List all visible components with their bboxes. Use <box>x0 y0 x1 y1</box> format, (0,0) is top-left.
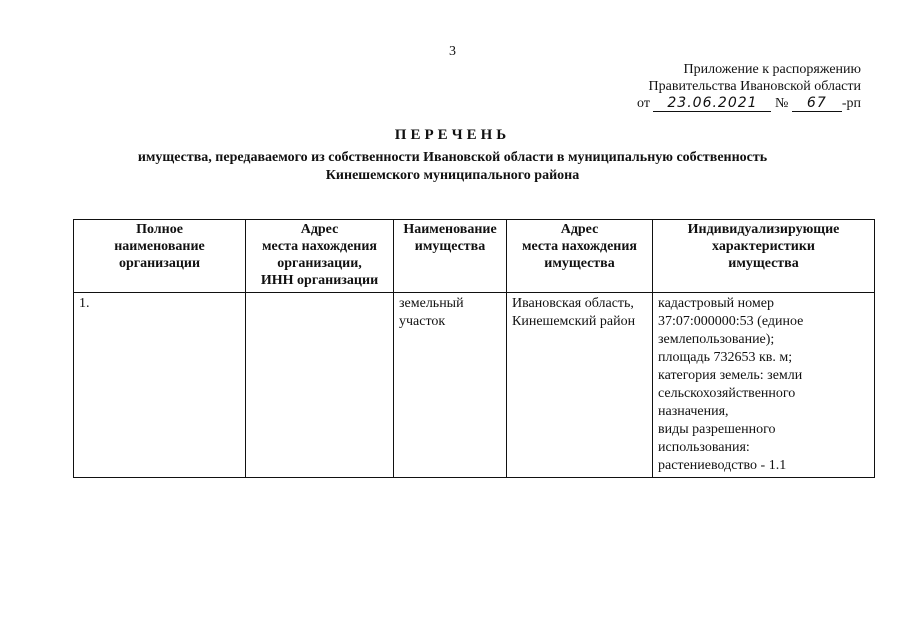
header-org-name <box>74 220 246 293</box>
header-characteristics <box>653 220 875 293</box>
table-row <box>74 293 875 478</box>
handwritten-date: 23.06.2021 <box>653 96 771 112</box>
order-line <box>611 95 861 112</box>
cell-org-name <box>74 293 246 478</box>
cell-text: 37:07:000000:53 (единое <box>658 314 804 329</box>
number-suffix: -рп <box>841 96 861 111</box>
page-number: 3 <box>449 44 456 59</box>
header-text: Адрес <box>560 222 599 237</box>
header-property-address <box>507 220 653 293</box>
cell-text: землепользование); <box>658 332 775 347</box>
cell-text: Ивановская область, <box>512 296 634 311</box>
header-text: ИНН организации <box>260 273 379 288</box>
cell-characteristics <box>653 293 875 478</box>
handwritten-number: 67 <box>792 96 842 112</box>
number-prefix: № <box>774 96 789 111</box>
cell-org-address <box>246 293 394 478</box>
header-text: организации <box>118 256 201 271</box>
cell-text: использования: <box>658 440 750 455</box>
subtitle-line-2: Кинешемского муниципального района <box>325 168 580 183</box>
header-text: имущества <box>544 256 615 271</box>
header-text: Индивидуализирующие <box>687 222 840 237</box>
header-text: Адрес <box>300 222 339 237</box>
header-text: Наименование <box>403 222 497 237</box>
header-text: характеристики <box>712 239 815 254</box>
cell-property-address <box>507 293 653 478</box>
cell-text: участок <box>399 314 446 329</box>
cell-property-name <box>394 293 507 478</box>
cell-text: категория земель: земли <box>658 368 803 383</box>
table-header-row <box>74 220 875 293</box>
attachment-line-1: Приложение к распоряжению <box>683 62 861 77</box>
attachment-line-2: Правительства Ивановской области <box>648 79 861 94</box>
cell-text: растениеводство - 1.1 <box>658 458 787 473</box>
header-text: места нахождения <box>261 239 378 254</box>
header-text: места нахождения <box>521 239 638 254</box>
date-prefix: от <box>637 96 650 111</box>
cell-text: Кинешемский район <box>512 314 636 329</box>
cell-text: виды разрешенного <box>658 422 776 437</box>
cell-text: земельный <box>399 296 464 311</box>
cell-text: кадастровый номер <box>658 296 774 311</box>
header-text: имущества <box>728 256 799 271</box>
document-title: ПЕРЕЧЕНЬ <box>394 127 511 143</box>
header-org-address <box>246 220 394 293</box>
header-text: наименование <box>114 239 205 254</box>
property-table <box>73 219 875 478</box>
header-text: организации, <box>277 256 362 271</box>
header-text: имущества <box>414 239 486 254</box>
cell-text: сельскохозяйственного <box>658 386 796 401</box>
header-text: Полное <box>136 222 183 237</box>
cell-text: площадь 732653 кв. м; <box>658 350 793 365</box>
document-subtitle <box>0 149 905 185</box>
header-property-name <box>394 220 507 293</box>
row-number: 1. <box>79 296 90 311</box>
cell-text: назначения, <box>658 404 729 419</box>
attachment-header <box>611 61 861 112</box>
subtitle-line-1: имущества, передаваемого из собственности Ивановской области в муниципальную собственность <box>137 150 768 165</box>
